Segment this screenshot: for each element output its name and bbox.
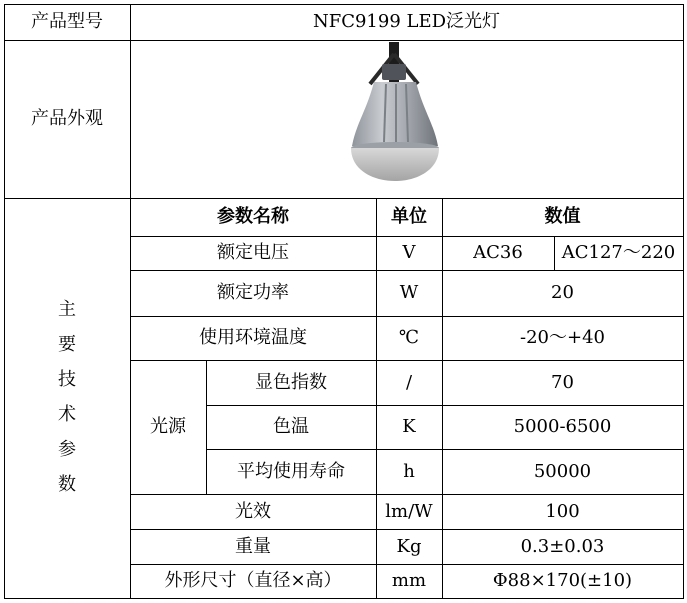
voltage-value-b-text: AC127～220 bbox=[561, 242, 676, 263]
grid-line bbox=[206, 449, 684, 450]
weight-unit bbox=[376, 529, 442, 564]
grid-line bbox=[4, 40, 684, 41]
env-temp-name bbox=[130, 316, 376, 360]
voltage-unit-text: V bbox=[402, 242, 416, 263]
env-temp-unit-text: ℃ bbox=[398, 327, 420, 348]
header-param-name-text: 参数名称 bbox=[217, 206, 289, 227]
lifetime-value-text: 50000 bbox=[533, 460, 592, 482]
weight-value bbox=[442, 529, 683, 564]
grid-line bbox=[554, 236, 555, 270]
grid-line bbox=[130, 529, 684, 530]
header-unit bbox=[376, 198, 442, 236]
efficacy-value-text: 100 bbox=[545, 500, 580, 522]
grid-line bbox=[442, 198, 443, 598]
main-params-char: 技 bbox=[58, 369, 76, 390]
cri-unit bbox=[376, 360, 442, 405]
header-param-name bbox=[130, 198, 376, 236]
weight-name-text: 重量 bbox=[235, 535, 271, 557]
model-label-cell bbox=[4, 4, 130, 40]
power-name bbox=[130, 270, 376, 316]
dimensions-value-text: Φ88×170(±10) bbox=[492, 570, 633, 591]
grid-line bbox=[130, 564, 684, 565]
main-params-label-cell bbox=[4, 198, 130, 596]
env-temp-name-text: 使用环境温度 bbox=[199, 327, 307, 348]
color-temp-value-text: 5000-6500 bbox=[513, 416, 612, 437]
grid-line bbox=[130, 270, 684, 271]
color-temp-name bbox=[206, 405, 376, 449]
appearance-label-cell bbox=[4, 40, 130, 198]
lifetime-value bbox=[442, 449, 683, 494]
dimensions-name bbox=[130, 564, 376, 598]
grid-line bbox=[376, 198, 377, 598]
cri-value-text: 70 bbox=[551, 371, 574, 393]
light-source-label bbox=[130, 360, 206, 494]
dimensions-value bbox=[442, 564, 683, 598]
cri-value bbox=[442, 360, 683, 405]
grid-line bbox=[206, 360, 207, 494]
power-unit bbox=[376, 270, 442, 316]
dimensions-name-text: 外形尺寸（直径×高） bbox=[164, 570, 342, 591]
grid-line bbox=[130, 494, 684, 495]
power-name-text: 额定功率 bbox=[217, 282, 289, 303]
main-params-char: 要 bbox=[58, 334, 76, 355]
color-temp-unit-text: K bbox=[402, 416, 416, 437]
model-label: 产品型号 bbox=[31, 11, 103, 32]
cri-name bbox=[206, 360, 376, 405]
voltage-name bbox=[130, 236, 376, 270]
lifetime-unit bbox=[376, 449, 442, 494]
model-value-cell bbox=[130, 4, 683, 40]
color-temp-value bbox=[442, 405, 683, 449]
grid-line bbox=[130, 236, 684, 237]
efficacy-unit-text: lm/W bbox=[385, 500, 433, 522]
grid-line bbox=[130, 360, 684, 361]
voltage-unit bbox=[376, 236, 442, 270]
grid-line bbox=[130, 316, 684, 317]
color-temp-unit bbox=[376, 405, 442, 449]
main-params-char: 主 bbox=[58, 299, 76, 320]
efficacy-name bbox=[130, 494, 376, 529]
model-value: NFC9199 LED泛光灯 bbox=[312, 11, 501, 32]
main-params-char: 参 bbox=[58, 439, 76, 460]
main-params-char: 数 bbox=[58, 474, 76, 495]
lamp-body bbox=[352, 82, 438, 146]
grid-line bbox=[4, 198, 684, 199]
light-source-label-text: 光源 bbox=[150, 416, 186, 437]
weight-unit-text: Kg bbox=[396, 535, 422, 557]
grid-line bbox=[130, 4, 131, 599]
weight-name bbox=[130, 529, 376, 564]
appearance-label: 产品外观 bbox=[31, 108, 103, 129]
dimensions-unit-text: mm bbox=[391, 570, 427, 591]
lamp-hanger bbox=[370, 42, 418, 84]
voltage-value-a bbox=[442, 236, 554, 270]
efficacy-unit bbox=[376, 494, 442, 529]
power-value-text: 20 bbox=[551, 282, 574, 303]
weight-value-text: 0.3±0.03 bbox=[520, 535, 605, 557]
grid-line bbox=[206, 405, 684, 406]
grid-line bbox=[4, 598, 684, 599]
voltage-name-text: 额定电压 bbox=[217, 242, 289, 263]
main-params-char: 术 bbox=[58, 404, 76, 425]
power-unit-text: W bbox=[399, 282, 419, 303]
header-value bbox=[442, 198, 683, 236]
lamp-dome bbox=[351, 142, 439, 181]
dimensions-unit bbox=[376, 564, 442, 598]
cri-unit-text: / bbox=[405, 371, 413, 393]
product-image bbox=[340, 42, 450, 196]
cri-name-text: 显色指数 bbox=[255, 371, 327, 393]
env-temp-value-text: -20～+40 bbox=[520, 327, 605, 348]
lifetime-name bbox=[206, 449, 376, 494]
grid-line bbox=[4, 4, 5, 599]
header-value-text: 数值 bbox=[544, 206, 581, 227]
header-unit-text: 单位 bbox=[391, 206, 427, 227]
lifetime-unit-text: h bbox=[403, 460, 415, 482]
power-value bbox=[442, 270, 683, 316]
color-temp-name-text: 色温 bbox=[273, 416, 309, 437]
efficacy-value bbox=[442, 494, 683, 529]
efficacy-name-text: 光效 bbox=[235, 500, 271, 522]
grid-line bbox=[4, 4, 684, 5]
grid-line bbox=[683, 4, 684, 599]
env-temp-unit bbox=[376, 316, 442, 360]
voltage-value-b bbox=[554, 236, 683, 270]
lifetime-name-text: 平均使用寿命 bbox=[237, 460, 345, 482]
env-temp-value bbox=[442, 316, 683, 360]
voltage-value-a-text: AC36 bbox=[473, 242, 523, 263]
